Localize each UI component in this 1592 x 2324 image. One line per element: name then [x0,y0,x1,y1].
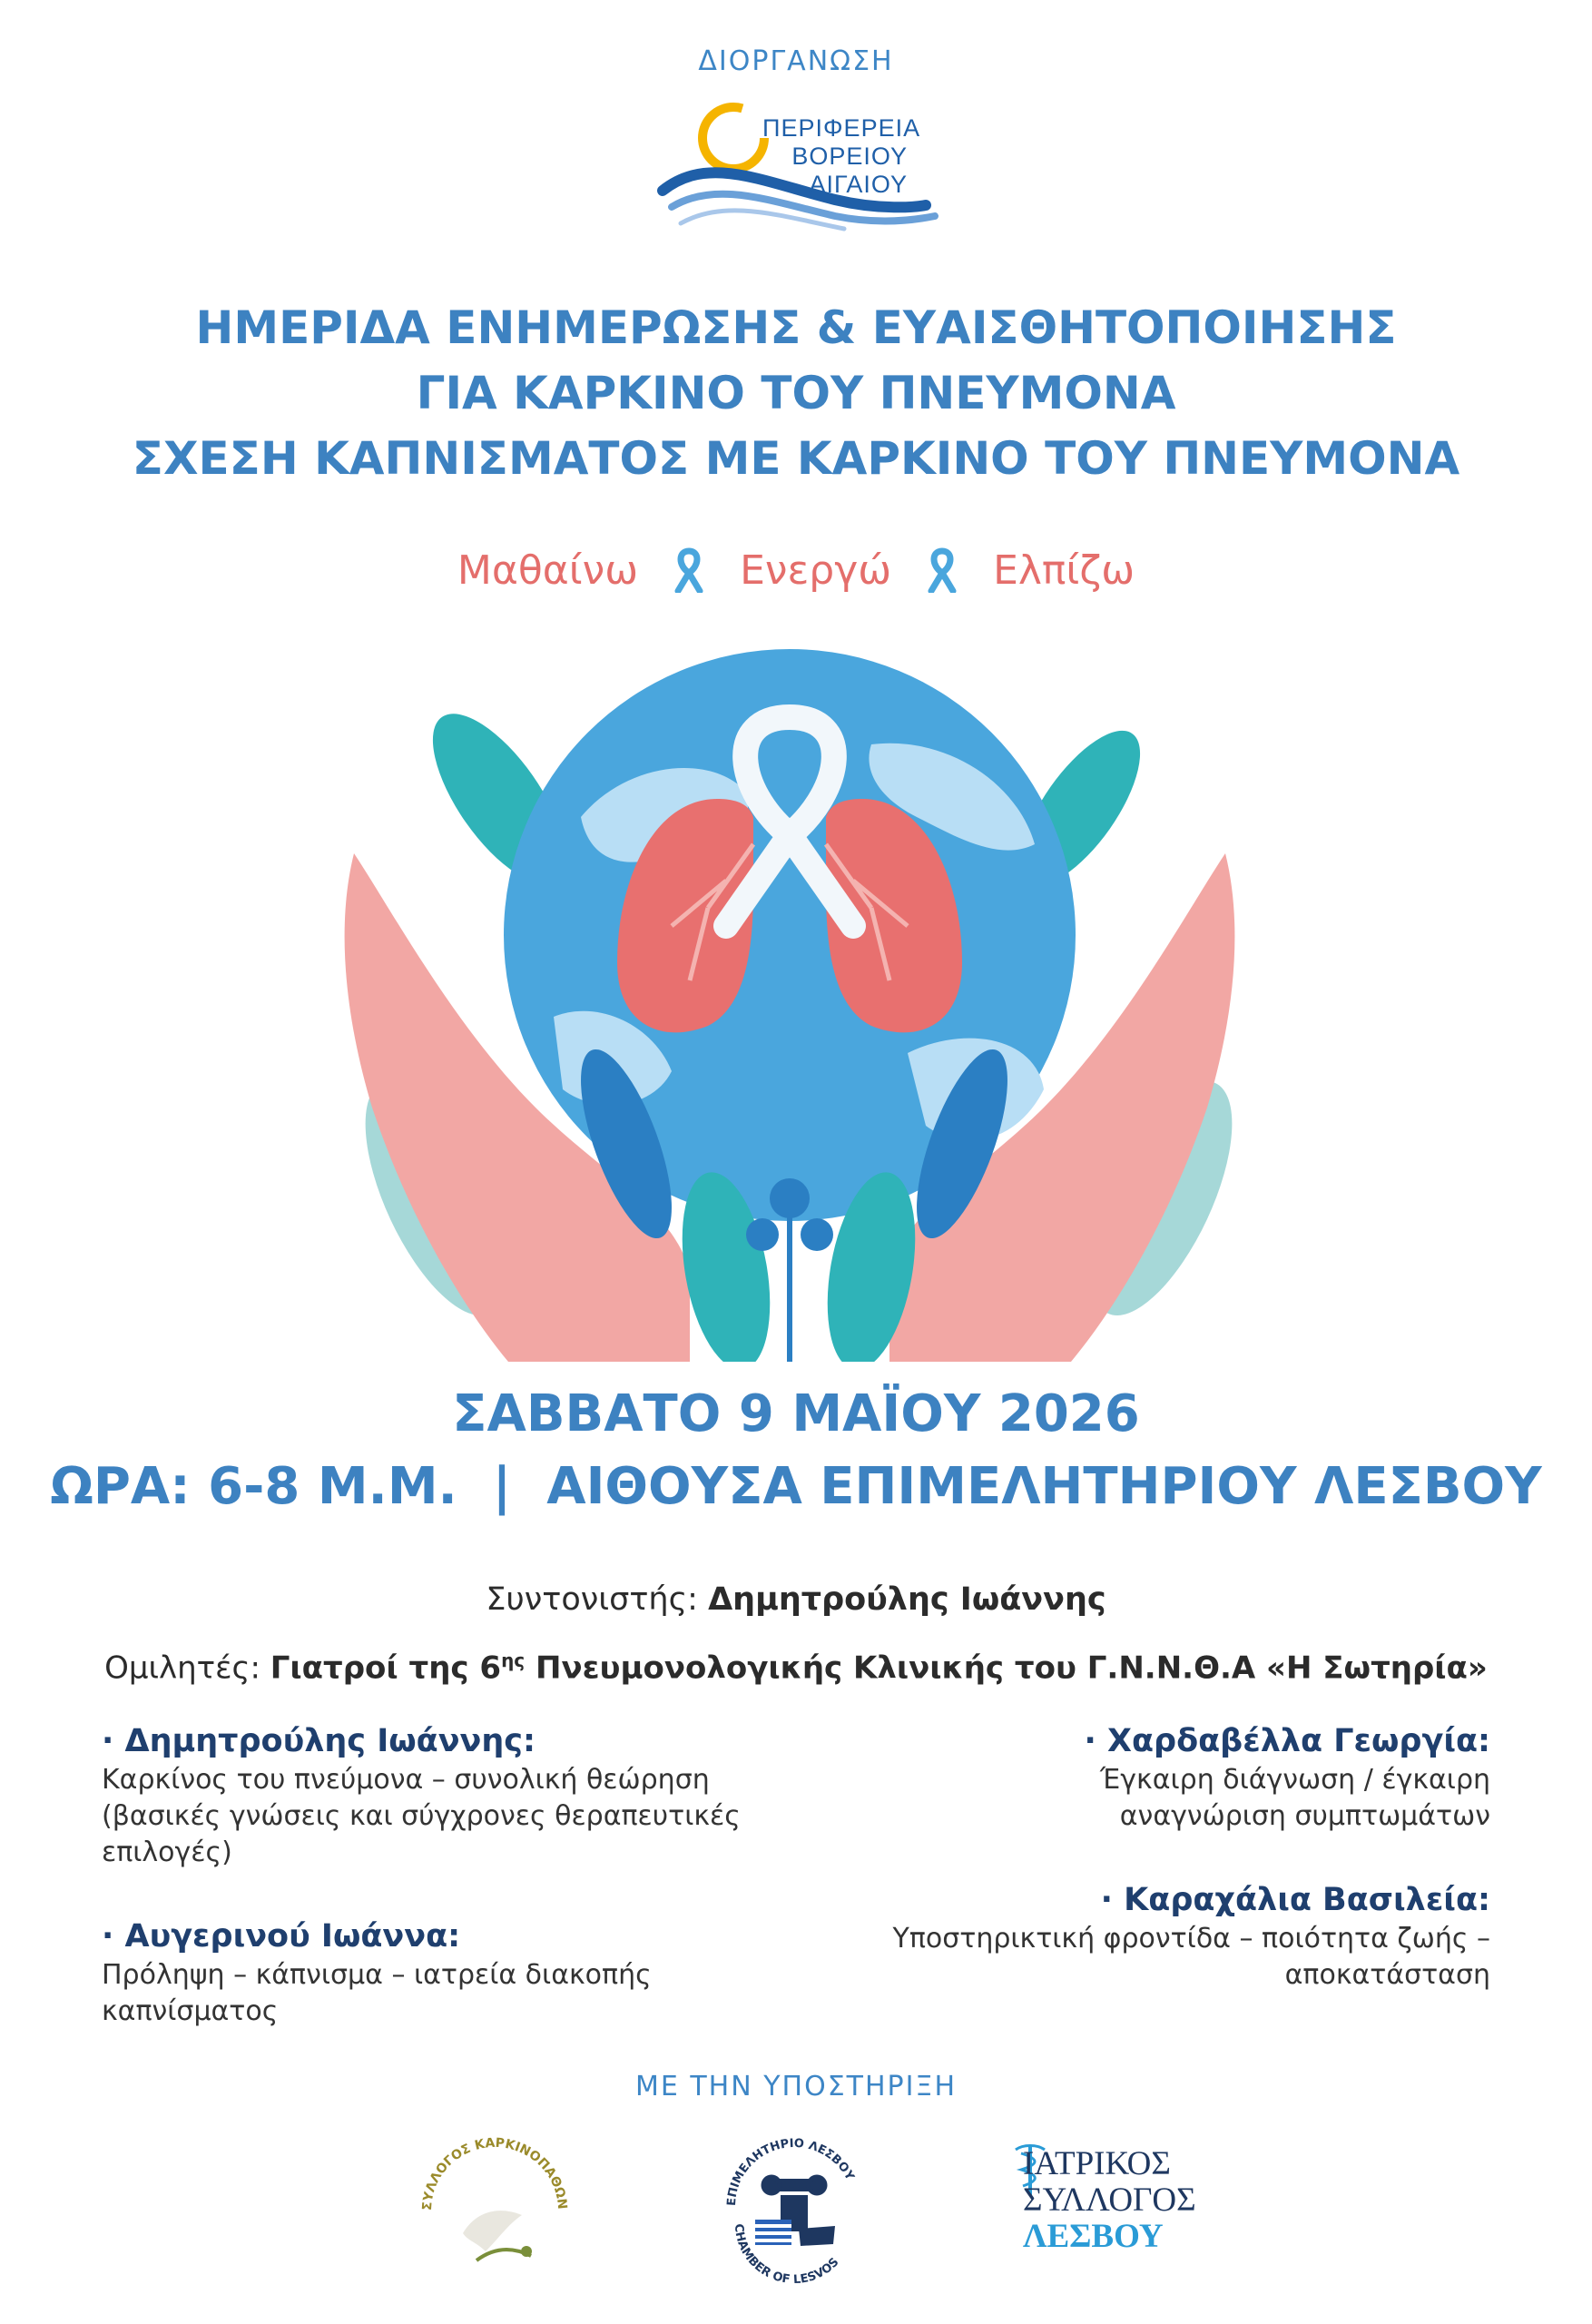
speaker-name: · Καραχάλια Βασιλεία: [1100,1882,1490,1918]
event-date: ΣΑΒΒΑΤΟ 9 ΜΑΪΟΥ 2026 [452,1384,1140,1443]
speaker-topic: Καρκίνος του πνεύμονα – συνολική θεώρηση (βασικές γνώσεις και σύγχρονες θεραπευτικές επιλογές) [102,1764,741,1868]
logo3-line-3: ΛΕΣΒΟΥ [1023,2218,1164,2255]
logo-line-1: ΠΕΡΙΦΕΡΕΙΑ [762,114,921,142]
awareness-ribbon-icon [671,547,707,593]
tagline-word-2: Ενεργώ [740,547,892,594]
tagline-word-3: Ελπίζω [993,547,1135,594]
speakers-intro [0,1649,1592,1686]
svg-text:ΣΥΛΛΟΓΟΣ ΚΑΡΚΙΝΟΠΑΘΩΝ ΛΕΣΒΟΥ [413,2124,569,2211]
logo1-text: ΣΥΛΛΟΓΟΣ ΚΑΡΚΙΝΟΠΑΘΩΝ [419,2135,570,2211]
speaker-4 [799,1879,1490,1994]
title-line-1: ΗΜΕΡΙΔΑ ΕΝΗΜΕΡΩΣΗΣ & ΕΥΑΙΣΘΗΤΟΠΟΙΗΣΗΣ [195,301,1397,354]
logo2-bottom-text: CHAMBER OF LESVOS [731,2223,842,2288]
title-line-3: ΣΧΕΣΗ ΚΑΠΝΙΣΜΑΤΟΣ ΜΕ ΚΑΡΚΙΝΟ ΤΟΥ ΠΝΕΥΜΟΝΑ [132,432,1460,485]
tagline [0,545,1592,594]
event-time-venue: ΩΡΑ: 6-8 Μ.Μ. | ΑΙΘΟΥΣΑ ΕΠΙΜΕΛΗΤΗΡΙΟΥ ΛΕΣΒΟΥ [50,1457,1542,1516]
speaker-topic: Έγκαιρη διάγνωση / έγκαιρη αναγνώριση συμπτωμάτων [1099,1764,1490,1832]
coordinator-name: Δημητρούλης Ιωάννης [708,1581,1106,1618]
speakers-text-a: Γιατροί της 6 [270,1649,502,1687]
logo-line-3: ΑΙΓΑΙΟΥ [809,171,908,198]
support-label: ΜΕ ΤΗΝ ΥΠΟΣΤΗΡΙΞΗ [634,2071,958,2102]
logo-line-2: ΒΟΡΕΙΟΥ [791,143,908,170]
region-north-aegean-logo [654,91,944,236]
coordinator-label: Συντονιστής: [486,1581,709,1618]
chamber-of-lesvos-logo [717,2124,871,2297]
speaker-name: · Δημητρούλης Ιωάννης: [102,1723,536,1759]
speaker-2 [102,1915,791,2030]
cancer-patients-association-logo [413,2124,576,2288]
speaker-1 [102,1720,791,1871]
organizer-label: ΔΙΟΡΓΑΝΩΣΗ [698,45,894,77]
medical-association-lesvos-logo [1012,2142,1212,2279]
logo2-top-text: ΕΠΙΜΕΛΗΤΗΡΙΟ ΛΕΣΒΟΥ [724,2136,857,2207]
awareness-ribbon-icon [924,547,960,593]
speakers-label: Ομιλητές: [104,1649,270,1687]
speaker-topic: Υποστηρικτική φροντίδα – ποιότητα ζωής – αποκατάσταση [892,1923,1490,1991]
tagline-word-1: Μαθαίνω [457,547,639,594]
speakers-sup: ης [501,1649,526,1671]
speaker-topic: Πρόληψη – κάπνισμα – ιατρεία διακοπής καπνίσματος [102,1959,652,2027]
speaker-name: · Αυγερινού Ιωάννα: [102,1918,461,1955]
speaker-3 [799,1720,1490,1835]
coordinator-line [0,1581,1592,1618]
logo3-line-1: ΙΑΤΡΙΚΟΣ [1023,2145,1171,2182]
globe-lungs-illustration [327,635,1253,1362]
speakers-text-b: Πνευμονολογικής Κλινικής του Γ.Ν.Ν.Θ.Α «Η Σωτηρία» [525,1649,1488,1687]
title-line-2: ΓΙΑ ΚΑΡΚΙΝΟ ΤΟΥ ΠΝΕΥΜΟΝΑ [416,367,1176,419]
speaker-name: · Χαρδαβέλλα Γεωργία: [1084,1723,1490,1759]
logo3-line-2: ΣΥΛΛΟΓΟΣ [1023,2181,1196,2219]
